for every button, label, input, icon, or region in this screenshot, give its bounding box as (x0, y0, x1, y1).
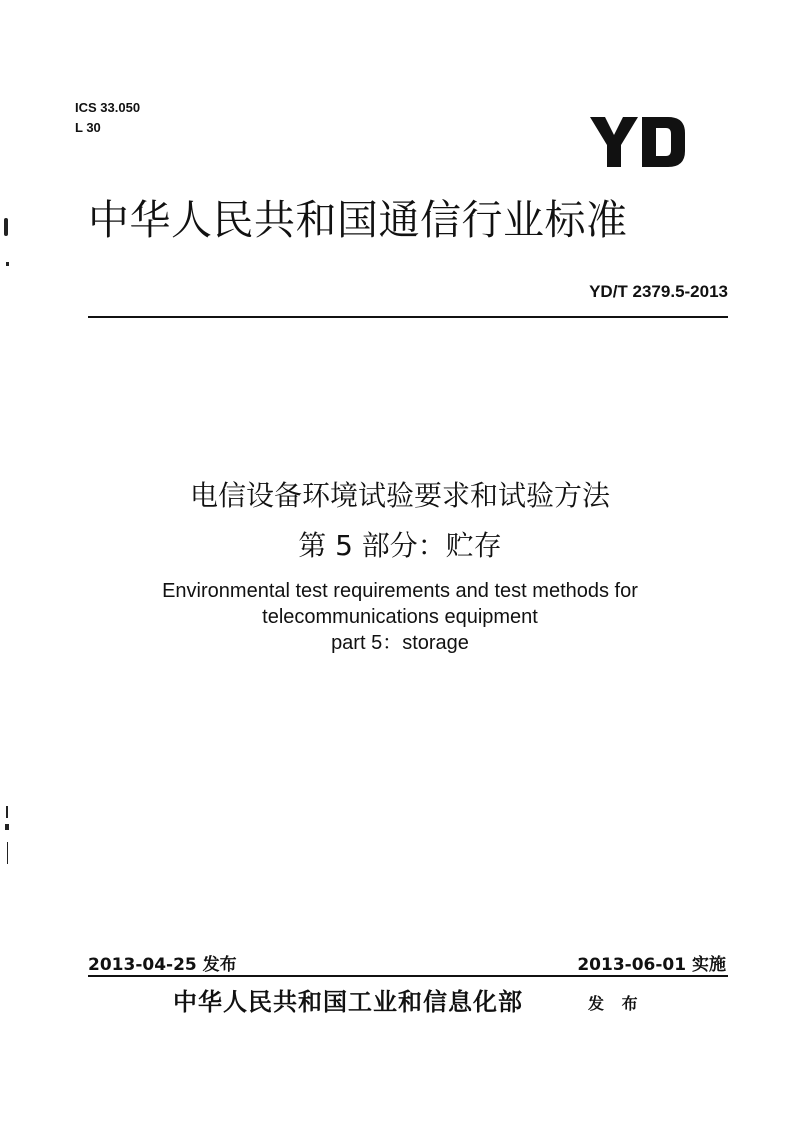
scan-mark (6, 806, 8, 818)
standard-number: YD/T 2379.5-2013 (589, 282, 728, 301)
classification-code: L 30 (75, 120, 101, 135)
publish-date: 2013-04-25 发布 (88, 955, 237, 975)
english-title-line-1: Environmental test requirements and test methods for (162, 580, 638, 602)
scan-mark (5, 824, 9, 830)
english-title-line-2: telecommunications equipment (262, 606, 538, 628)
ics-code: ICS 33.050 (75, 100, 141, 115)
top-divider (88, 316, 728, 318)
scan-mark (4, 218, 8, 236)
scan-mark (6, 262, 9, 266)
chinese-title-line-2: 第 5 部分：贮存 (298, 529, 502, 562)
bottom-divider (88, 975, 728, 977)
yd-logo (590, 117, 685, 167)
publish-label: 发 布 (588, 994, 644, 1013)
chinese-title-line-1: 电信设备环境试验要求和试验方法 (189, 479, 610, 512)
implementation-date: 2013-06-01 实施 (577, 955, 726, 975)
standard-title: 中华人民共和国通信行业标准 (88, 196, 628, 244)
publisher-name: 中华人民共和国工业和信息化部 (173, 987, 523, 1016)
english-title-line-3: part 5：storage (331, 632, 469, 654)
scan-mark (7, 842, 8, 864)
